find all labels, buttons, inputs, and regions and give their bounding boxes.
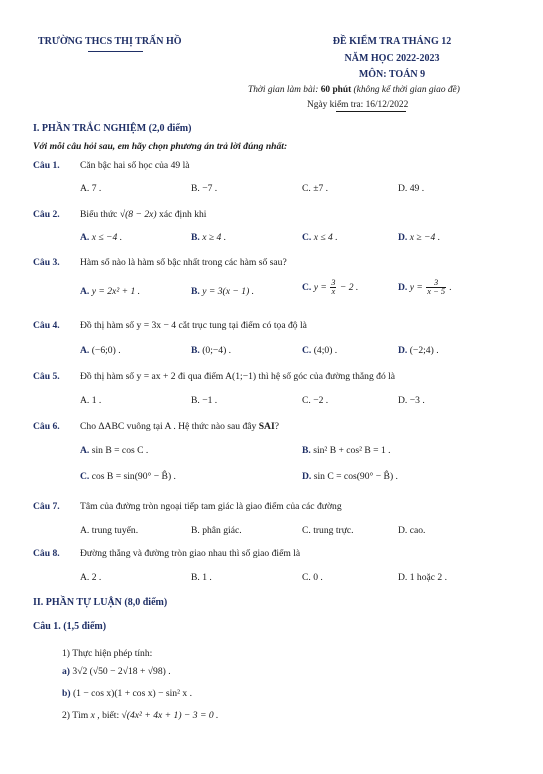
q4-letter-d: D.	[398, 345, 408, 356]
q3-c-post: − 2 .	[337, 282, 359, 294]
q2-option-b-text: x ≥ 4 .	[202, 232, 227, 243]
q2-option-d-text: x ≥ −4 .	[409, 232, 441, 243]
q6-letter-c: C.	[80, 471, 90, 482]
q4-letter-a: A.	[80, 345, 90, 356]
q5-label: Câu 5.	[33, 371, 60, 382]
part2-a-rad1: √50	[92, 666, 108, 677]
q2-option-c	[302, 232, 338, 243]
school-name: TRƯỜNG THCS THỊ TRẤN HỒ	[38, 36, 182, 47]
part2-a-label: a)	[62, 666, 70, 677]
q4-letter-c: C.	[302, 345, 312, 356]
q3-c-den: x	[331, 287, 336, 297]
q4-option-b-text: (0;−4) .	[202, 345, 232, 356]
q4-option-a-text: (−6;0) .	[91, 345, 121, 356]
q1-option-c: C. ±7 .	[302, 183, 329, 194]
q3-option-b	[191, 286, 254, 297]
q3-option-a	[80, 286, 140, 297]
q6-text-after: ?	[274, 421, 279, 432]
q2-letter-a: A.	[80, 232, 90, 243]
q3-letter-a: A.	[80, 286, 90, 297]
q3-option-c	[302, 279, 358, 297]
part2-title: II. PHẦN TỰ LUẬN (8,0 điểm)	[33, 597, 168, 608]
q7-option-b: B. phân giác.	[191, 525, 242, 536]
q2-option-a	[80, 232, 122, 243]
q3-d-post: .	[447, 282, 452, 294]
q6-option-b	[302, 445, 391, 456]
q6-text	[80, 421, 279, 432]
q7-text: Tâm của đường tròn ngoại tiếp tam giác là giao điểm của các đường	[80, 501, 342, 512]
q3-option-a-text: y = 2x² + 1 .	[91, 286, 141, 297]
q3-letter-c: C.	[302, 282, 312, 294]
part2-a-post: ) .	[162, 666, 171, 677]
q8-option-a: A. 2 .	[80, 572, 102, 583]
q1-option-d: D. 49 .	[398, 183, 425, 194]
q1-label: Câu 1.	[33, 160, 60, 171]
q4-option-b	[191, 345, 231, 356]
q4-option-a	[80, 345, 121, 356]
part2-item2-var: x	[90, 710, 95, 721]
q4-text: Đồ thị hàm số y = 3x − 4 cắt trục tung tại điểm có tọa độ là	[80, 320, 307, 331]
q3-label: Câu 3.	[33, 257, 60, 268]
q4-option-d	[398, 345, 439, 356]
q3-letter-b: B.	[191, 286, 200, 297]
q3-d-fraction	[426, 279, 446, 297]
part2-b-label: b)	[62, 688, 71, 699]
school-underline	[88, 51, 143, 52]
part2-a	[62, 666, 171, 677]
q2-option-a-text: x ≤ −4 .	[91, 232, 123, 243]
q5-text: Đồ thị hàm số y = ax + 2 đi qua điểm A(1;−1) thì hệ số góc của đường thẳng đó là	[80, 371, 396, 382]
q6-option-b-text: sin² B + cos² B = 1 .	[313, 445, 391, 456]
q8-option-c: C. 0 .	[302, 572, 323, 583]
q6-letter-d: D.	[302, 471, 312, 482]
q4-option-c	[302, 345, 337, 356]
part2-item2-pre: 2) Tìm	[62, 710, 91, 721]
q4-option-d-text: (−2;4) .	[409, 345, 439, 356]
q7-label: Câu 7.	[33, 501, 60, 512]
q4-option-c-text: (4;0) .	[313, 345, 338, 356]
q5-option-b: B. −1 .	[191, 395, 218, 406]
time-suffix: (không kể thời gian giao đề)	[351, 85, 460, 95]
q3-c-fraction	[330, 279, 336, 297]
part1-title: I. PHẦN TRẮC NGHIỆM (2,0 điểm)	[33, 123, 192, 134]
q6-option-c-text: cos B = sin(90° − B̂) .	[91, 471, 176, 482]
part2-a-rad2: √98	[147, 666, 163, 677]
q6-option-d-text: sin C = cos(90° − B̂) .	[313, 471, 398, 482]
q3-d-den: x − 5	[427, 287, 446, 297]
q2-option-d	[398, 232, 440, 243]
part2-item2-mid: , biết:	[94, 710, 122, 721]
q2-text-before: Biểu thức	[80, 209, 120, 220]
q2-option-b	[191, 232, 226, 243]
q6-option-c	[80, 471, 176, 482]
part2-item2	[62, 710, 218, 721]
exam-title: ĐỀ KIỂM TRA THÁNG 12	[332, 36, 452, 47]
q2-option-c-text: x ≤ 4 .	[313, 232, 338, 243]
q3-option-b-text: y = 3(x − 1) .	[202, 286, 255, 297]
part2-q1-title: Câu 1. (1,5 điểm)	[33, 621, 107, 632]
time-bold: 60 phút	[320, 85, 352, 95]
q3-c-num: 3	[331, 278, 336, 287]
q5-option-d: D. −3 .	[398, 395, 425, 406]
q6-label: Câu 6.	[33, 421, 60, 432]
q2-letter-c: C.	[302, 232, 312, 243]
school-year: NĂM HỌC 2022-2023	[344, 53, 440, 64]
q6-letter-b: B.	[302, 445, 311, 456]
q3-text: Hàm số nào là hàm số bậc nhất trong các hàm số sau?	[80, 257, 287, 268]
date-underline	[336, 111, 406, 112]
q1-option-a: A. 7 .	[80, 183, 102, 194]
part2-a-mid: − 2√18 +	[107, 666, 148, 677]
q3-letter-d: D.	[398, 282, 408, 294]
part2-b-expr: (1 − cos x)(1 + cos x) − sin² x .	[72, 688, 192, 699]
q4-letter-b: B.	[191, 345, 200, 356]
q2-letter-d: D.	[398, 232, 408, 243]
q2-label: Câu 2.	[33, 209, 60, 220]
part2-item1: 1) Thực hiện phép tính:	[62, 648, 153, 659]
q4-label: Câu 4.	[33, 320, 60, 331]
q6-option-a-text: sin B = cos C .	[91, 445, 149, 456]
q2-text-after: xác định khi	[156, 209, 207, 220]
q6-text-bold: SAI	[258, 421, 275, 432]
part2-item2-expr: √(4x² + 4x + 1) − 3 = 0 .	[121, 710, 219, 721]
q6-option-d	[302, 471, 398, 482]
q1-option-b: B. −7 .	[191, 183, 218, 194]
q5-option-a: A. 1 .	[80, 395, 102, 406]
time-allowed	[248, 85, 460, 95]
q1-text: Căn bậc hai số học của 49 là	[80, 160, 190, 171]
q2-expression: √(8 − 2x)	[119, 209, 157, 220]
q7-option-a: A. trung tuyến.	[80, 525, 139, 536]
q7-option-c: C. trung trực.	[302, 525, 354, 536]
q3-d-num: 3	[426, 279, 446, 288]
part2-a-pre: 3√2 (	[72, 666, 93, 677]
q2-text	[80, 209, 206, 220]
q3-d-pre: y =	[409, 282, 426, 294]
q6-letter-a: A.	[80, 445, 90, 456]
q8-label: Câu 8.	[33, 548, 60, 559]
part1-instruction: Với mỗi câu hỏi sau, em hãy chọn phương án trả lời đúng nhất:	[33, 141, 288, 152]
q7-option-d: D. cao.	[398, 525, 426, 536]
q2-letter-b: B.	[191, 232, 200, 243]
q5-option-c: C. −2 .	[302, 395, 329, 406]
q8-text: Đường thẳng và đường tròn giao nhau thì số giao điểm là	[80, 548, 301, 559]
q8-option-b: B. 1 .	[191, 572, 212, 583]
q8-option-d: D. 1 hoặc 2 .	[398, 572, 448, 583]
time-prefix: Thời gian làm bài:	[248, 85, 321, 95]
subject: MÔN: TOÁN 9	[358, 69, 426, 80]
q3-option-d	[398, 279, 452, 297]
q6-option-a	[80, 445, 148, 456]
q3-c-pre: y =	[313, 282, 330, 294]
part2-b	[62, 688, 192, 699]
q6-text-before: Cho ΔABC vuông tại A . Hệ thức nào sau đây	[80, 421, 259, 432]
exam-date: Ngày kiểm tra: 16/12/2022	[307, 100, 409, 110]
